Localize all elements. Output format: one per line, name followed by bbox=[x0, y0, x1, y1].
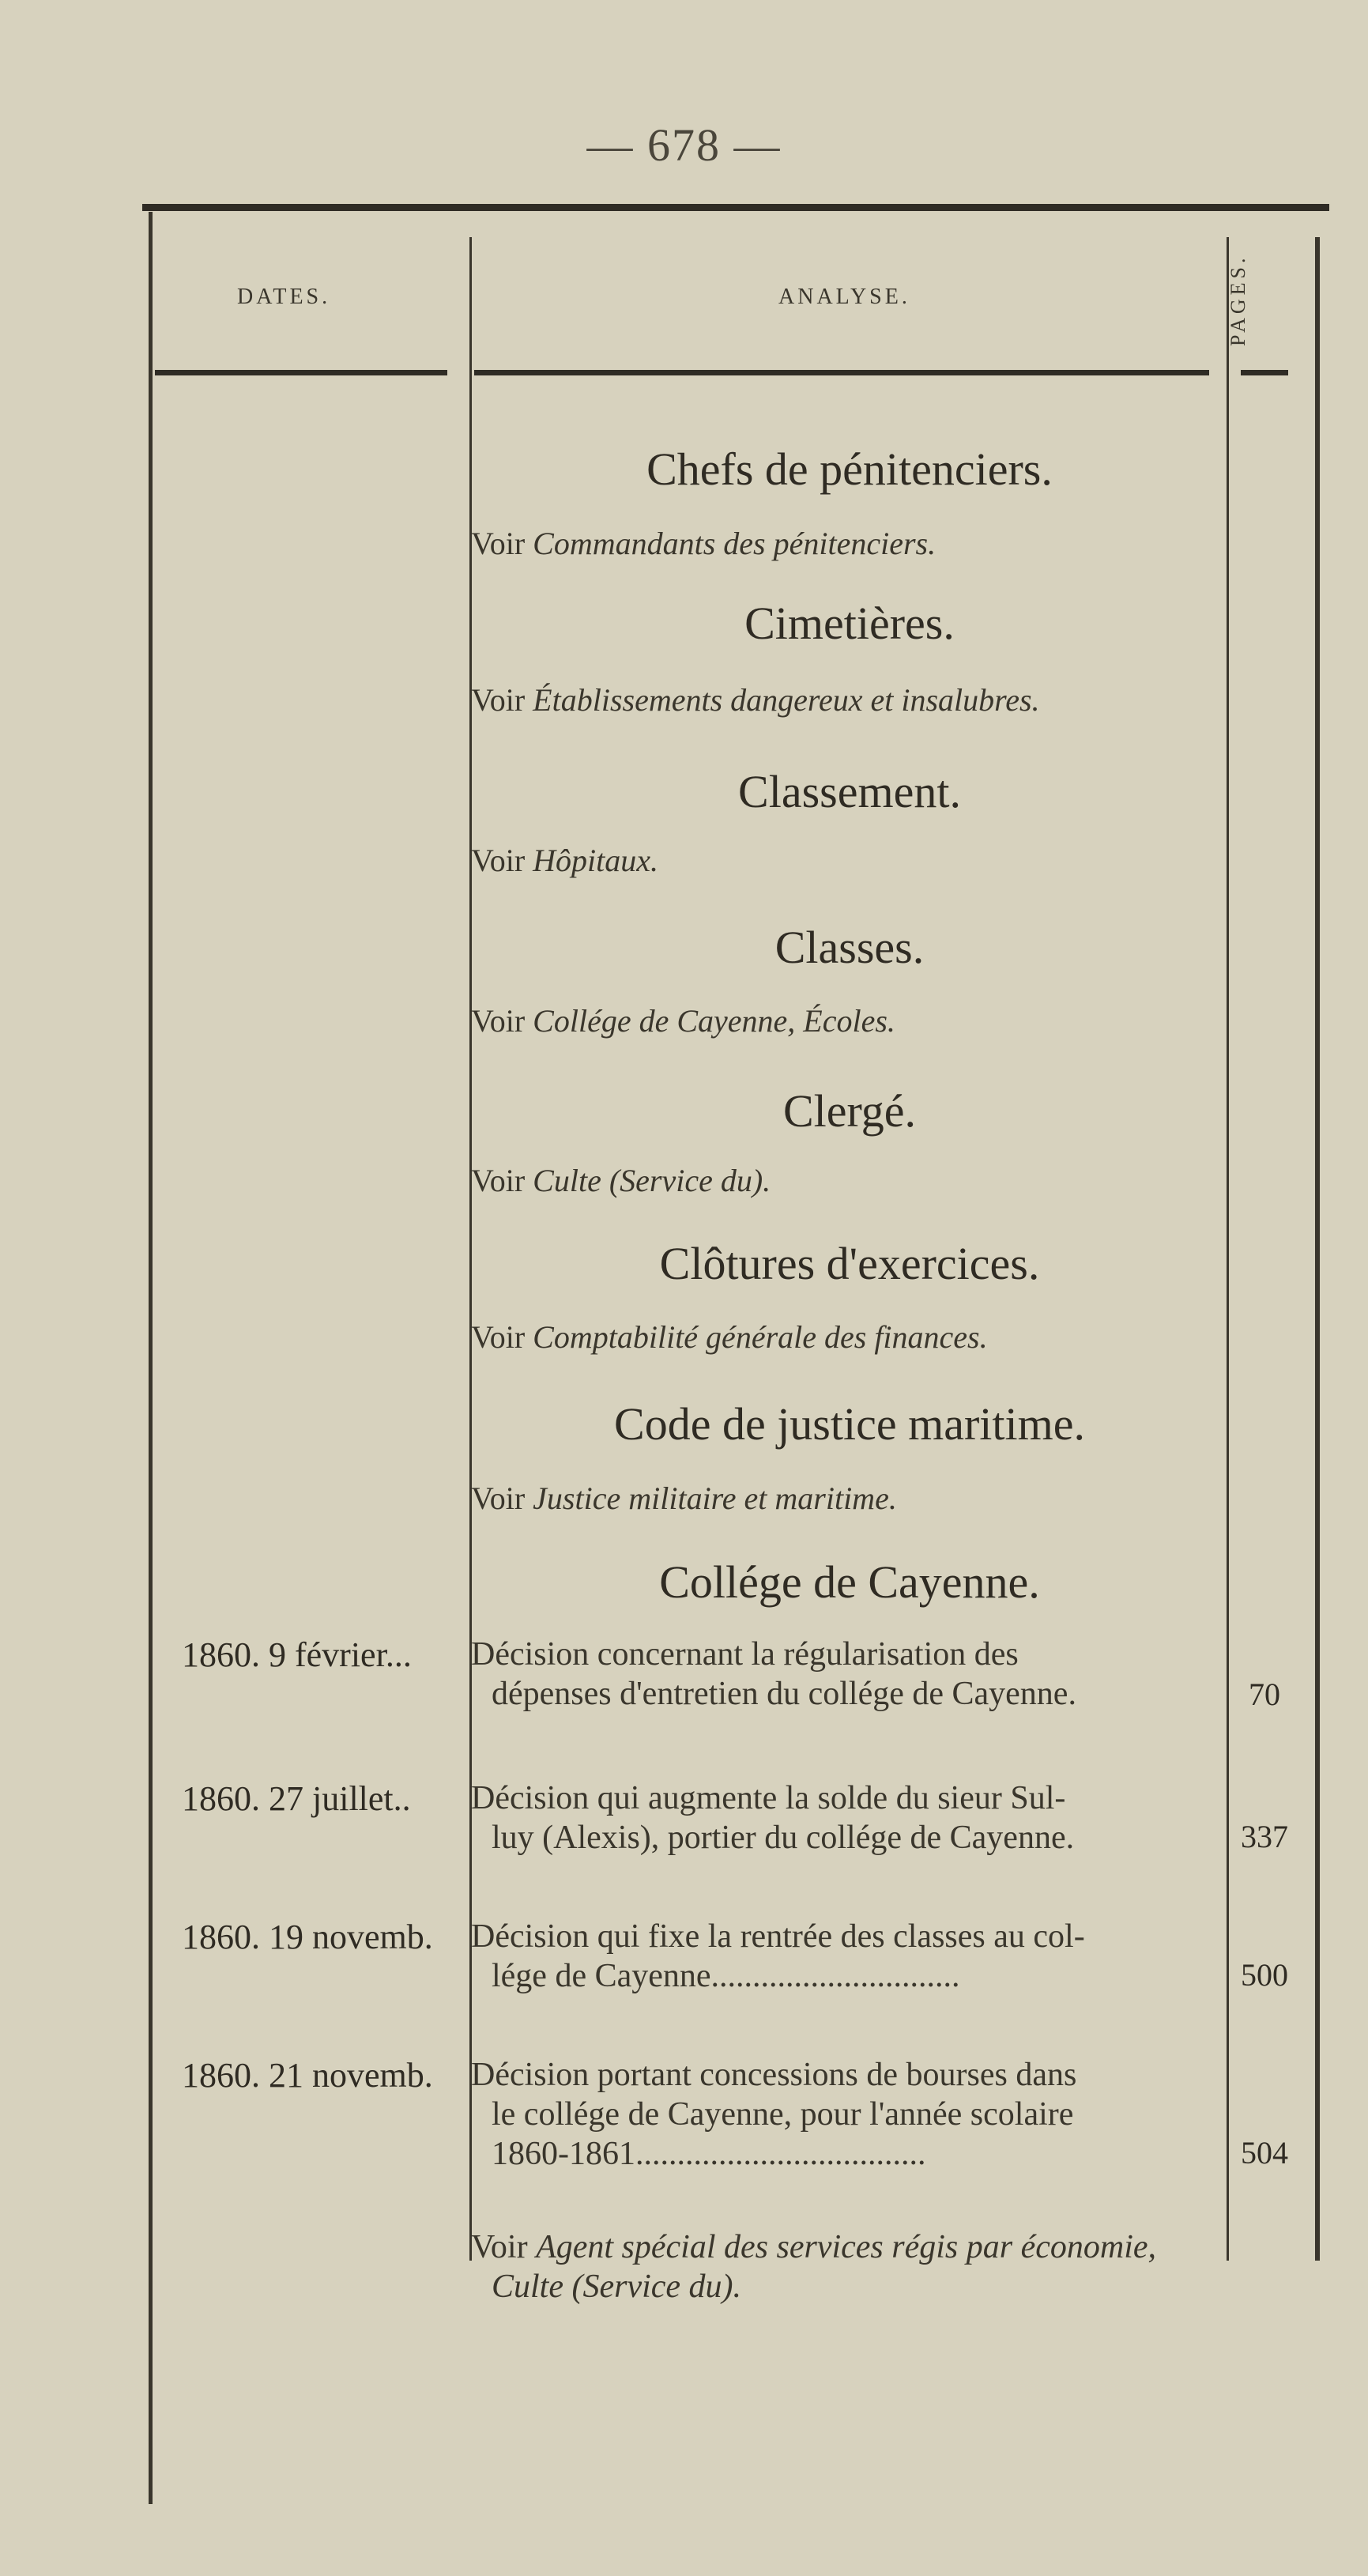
see-also-line: Voir Hôpitaux. bbox=[471, 843, 659, 878]
page-number: — 678 — bbox=[586, 119, 782, 171]
see-also-line: Voir Commandants des pénitenciers. bbox=[471, 526, 936, 561]
right-border bbox=[1315, 237, 1320, 2261]
page-ref: 70 bbox=[1249, 1676, 1280, 1712]
see-also-line: Voir Justice militaire et maritime. bbox=[471, 1480, 897, 1516]
entry-line: Décision concernant la régularisation des bbox=[471, 1636, 1019, 1673]
entry-text bbox=[471, 2055, 1226, 2174]
section-heading: Cimetières. bbox=[744, 598, 955, 649]
entry-text bbox=[471, 1635, 1226, 1714]
see-also-line: Voir Comptabilité générale des finances. bbox=[471, 1319, 988, 1355]
top-rule bbox=[142, 204, 1329, 211]
section-heading: Code de justice maritime. bbox=[614, 1398, 1085, 1450]
see-also-line: Voir Culte (Service du). bbox=[471, 1163, 771, 1198]
page-ref: 337 bbox=[1241, 1819, 1288, 1854]
see-also-ref: Établissements dangereux et insalubres. bbox=[533, 682, 1040, 718]
analyse-header: ANALYSE. bbox=[778, 285, 910, 309]
see-also-ref: Justice militaire et maritime. bbox=[533, 1480, 897, 1516]
final-see-also bbox=[471, 2227, 1226, 2306]
section-heading: Collége de Cayenne. bbox=[659, 1556, 1040, 1608]
pages-header-rule bbox=[1241, 370, 1288, 375]
section-heading: Classement. bbox=[738, 766, 961, 817]
left-border bbox=[149, 212, 153, 2504]
pages-header: PAGES. bbox=[1227, 254, 1249, 347]
entry-date: 1860. 27 juillet.. bbox=[182, 1779, 411, 1818]
section-heading: Clergé. bbox=[782, 1085, 917, 1137]
entry-text bbox=[471, 1778, 1226, 1858]
see-also-ref: Culte (Service du). bbox=[533, 1163, 771, 1198]
entry-line: le collége de Cayenne, pour l'année scolaire bbox=[492, 2096, 1074, 2133]
see-also-ref: Commandants des pénitenciers. bbox=[533, 526, 936, 561]
see-also-ref: Collége de Cayenne, Écoles. bbox=[533, 1003, 895, 1039]
entry-line: Décision qui fixe la rentrée des classes au col- bbox=[471, 1918, 1085, 1955]
entry-line: 1860-1861................................... bbox=[492, 2136, 926, 2172]
entry-line: dépenses d'entretien du collége de Cayenne. bbox=[492, 1676, 1076, 1712]
page-ref: 500 bbox=[1241, 1957, 1288, 1993]
see-also-ref: Hôpitaux. bbox=[533, 843, 659, 878]
analyse-header-rule bbox=[474, 370, 1209, 375]
entry-line: Décision portant concessions de bourses dans bbox=[471, 2057, 1077, 2093]
section-heading: Classes. bbox=[774, 922, 925, 973]
see-also-line: Culte (Service du). bbox=[492, 2269, 742, 2305]
entry-date: 1860. 9 février... bbox=[182, 1635, 412, 1674]
entry-line: Décision qui augmente la solde du sieur Sul- bbox=[471, 1780, 1066, 1816]
page-ref: 504 bbox=[1241, 2135, 1288, 2171]
see-also-line: Voir Agent spécial des services régis par économie, bbox=[471, 2229, 1157, 2265]
entry-line: luy (Alexis), portier du collége de Cayenne. bbox=[492, 1820, 1075, 1856]
see-also-line: Voir Établissements dangereux et insalubres. bbox=[471, 682, 1040, 718]
dates-header: DATES. bbox=[237, 285, 331, 309]
entry-date: 1860. 21 novemb. bbox=[182, 2056, 433, 2095]
see-also-line: Voir Collége de Cayenne, Écoles. bbox=[471, 1003, 895, 1039]
see-also-ref: Comptabilité générale des finances. bbox=[533, 1319, 988, 1355]
entry-date: 1860. 19 novemb. bbox=[182, 1918, 433, 1956]
entry-line: lége de Cayenne.............................. bbox=[492, 1958, 960, 1994]
section-heading: Clôtures d'exercices. bbox=[659, 1238, 1040, 1289]
dates-header-rule bbox=[155, 370, 447, 375]
section-heading: Chefs de pénitenciers. bbox=[646, 443, 1053, 495]
entry-text bbox=[471, 1917, 1226, 1996]
